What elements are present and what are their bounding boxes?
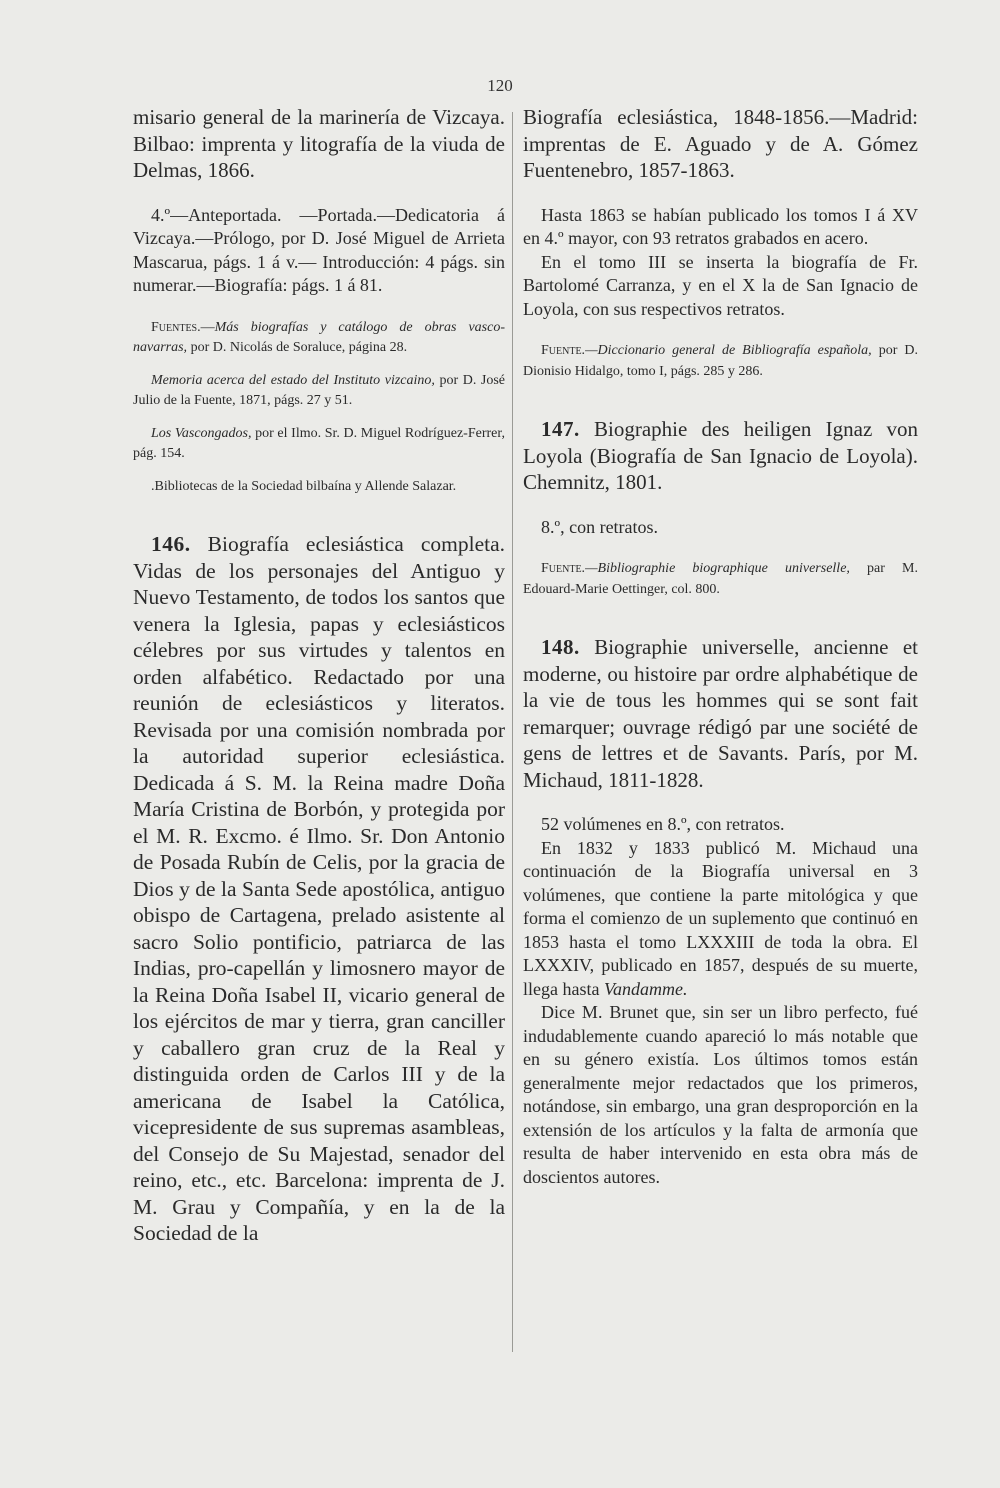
- fuente-1-rest: por D. Dionisio Hidalgo, tomo I, págs. 285 y 286.: [523, 343, 918, 379]
- entry-148: [523, 634, 918, 793]
- entry-146-text: Biografía eclesiástica completa. Vidas de los personajes del Antiguo y Nuevo Testamento, de todos los santos que venera la Iglesia, papas y eclesiásticos célebres por sus virtudes y talentos en orden alfabético. Redactado por una reunión de eclesiásticos y literatos. Revisada por una comisión nombrada por la autoridad superior eclesiástica. Dedicada á S. M. la Reina madre Doña María Cristina de Borbón, y protegida por el M. R. Excmo. é Ilmo. Sr. Don Antonio de Posada Rubín de Celis, por la gracia de Dios y de la Santa Sede apostólica, antiguo obispo de Cartagena, prelado asistente al sacro Solio pontificio, patriarca de las Indias, pro-capellán y limosnero mayor de la Reina Doña Isabel II, vicario general de los ejércitos de mar y tierra, gran canciller y caballero gran cruz de la Real y distinguida orden de Carlos III y de la americana de Isabel la Católica, vicepresidente de sus supremas asambleas, del Consejo de Su Majestad, senador del reino, etc., etc. Barcelona: imprenta de J. M. Grau y Compañía, y en la de la Sociedad de la: [133, 532, 505, 1245]
- source-1-title: Más biografías y catálogo de obras vasco-navarras,: [133, 319, 505, 355]
- right-column: [523, 104, 918, 1189]
- left-column: [133, 104, 505, 1247]
- note-paragraph-3-text: En 1832 y 1833 publicó M. Michaud una continuación de la Biografía universal en 3 volúmenes, que contiene la parte mitológica y que forma el comienzo de un suplemento que continuó en 1853 hasta el tomo LXXXIII de toda la obra. El LXXXIV, publicado en 1857, después de su muerte, llega hasta: [523, 837, 918, 999]
- entry-146-number: 146.: [151, 532, 191, 556]
- source-3-rest: por el Ilmo. Sr. D. Miguel Rodríguez-Ferrer, pág. 154.: [133, 425, 505, 461]
- source-1: Fuentes.—Más biografías y catálogo de obras vasco-navarras, por D. Nicolás de Soraluce, página 28.: [133, 319, 505, 355]
- source-3: [133, 424, 505, 465]
- fuente-1-title: —Diccionario general de Bibliografía española,: [585, 343, 872, 358]
- note-paragraph-3: [523, 837, 918, 1002]
- source-2: [133, 371, 505, 412]
- fuente-2-title: —Bibliographie biographique universelle,: [585, 561, 850, 576]
- fuente-2-label: Fuente.: [541, 561, 586, 576]
- fuente-2: [523, 559, 918, 600]
- fuente-1: [523, 341, 918, 382]
- source-1-rest: por D. Nicolás de Soraluce, página 28.: [187, 340, 408, 355]
- entry-147: [523, 416, 918, 496]
- source-2-title: Memoria acerca del estado del Instituto vizcaino,: [151, 372, 435, 388]
- page-number: 120: [487, 76, 513, 95]
- physical-description: 4.º—Anteportada. —Portada.—Dedicatoria á Vizcaya.—Prólogo, por D. José Miguel de Arrieta Mascarua, págs. 1 á v.— Introducción: 4 págs. sin numerar.—Biografía: págs. 1 á 81.: [133, 204, 505, 295]
- fuentes-label: Fuentes.: [151, 319, 201, 335]
- continued-entry-text: misario general de la marinería de Vizcaya. Bilbao: imprenta y litografía de la viuda de Delmas, 1866.: [133, 105, 505, 182]
- entry-147-text: Biographie des heiligen Ignaz von Loyola (Biografía de San Ignacio de Loyola). Chemnitz, 1801.: [523, 417, 918, 494]
- entry-148-description: 52 volúmenes en 8.º, con retratos.: [541, 814, 785, 834]
- libraries-note: .Bibliotecas de la Sociedad bilbaína y Allende Salazar.: [151, 478, 457, 494]
- note-paragraph-3-italic: Vandamme.: [603, 978, 688, 999]
- note-paragraph-2: En el tomo III se inserta la biografía de Fr. Bartolomé Carranza, y en el X la de San Ignacio de Loyola, con sus respectivos retratos.: [523, 251, 918, 319]
- entry-146: [133, 531, 505, 1247]
- fuente-1-label: Fuente.: [541, 343, 586, 358]
- entry-148-text: Biographie universelle, ancienne et moderne, ou histoire par ordre alphabétique de la vie de tous les hommes qui se sont fait remarquer; ouvrage rédigó par une société de gens de lettres et de Savants. París, por M. Michaud, 1811-1828.: [523, 635, 918, 792]
- continued-entry-text: Biografía eclesiástica, 1848-1856.—Madrid: imprentas de E. Aguado y de A. Gómez Fuentenebro, 1857-1863.: [523, 105, 918, 182]
- entry-147-description: 8.º, con retratos.: [541, 516, 659, 537]
- column-divider: [512, 112, 513, 1352]
- fuente-2-rest: par M. Edouard-Marie Oettinger, col. 800.: [523, 561, 918, 597]
- entry-147-number: 147.: [541, 417, 580, 441]
- note-paragraph-1: Hasta 1863 se habían publicado los tomos I á XV en 4.º mayor, con 93 retratos grabados en acero.: [523, 204, 918, 248]
- entry-148-number: 148.: [541, 635, 580, 659]
- source-3-title: Los Vascongados,: [151, 425, 252, 441]
- note-paragraph-4: Dice M. Brunet que, sin ser un libro perfecto, fué indudablemente cuando apareció lo más notable que en su género existía. Los últimos tomos están generalmente mejor redactados que los primeros, notándose, sin embargo, una gran desproporción en la extensión de los artículos y la falta de armonía que resulta de haber intervenido en esta obra más de doscientos autores.: [523, 1002, 918, 1187]
- source-2-rest: por D. José Julio de la Fuente, 1871, págs. 27 y 51.: [133, 372, 505, 408]
